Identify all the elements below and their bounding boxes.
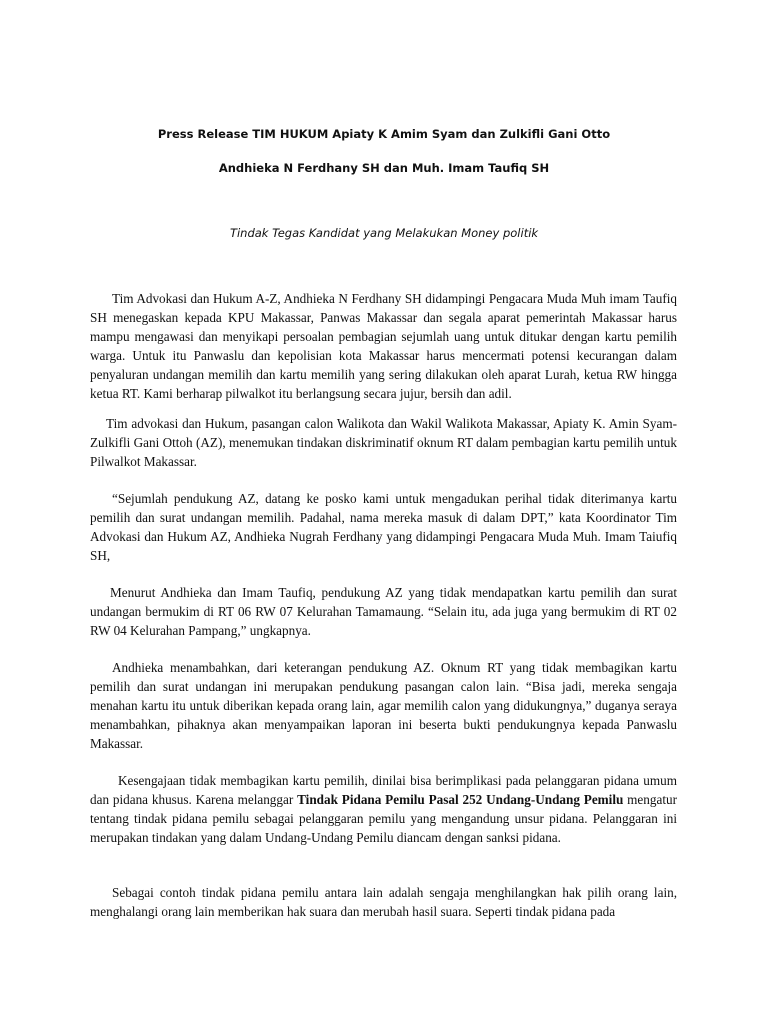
paragraph-7: Sebagai contoh tindak pidana pemilu antara lain adalah sengaja menghilangkan hak pilih orang lain, menghalangi orang lain memberikan hak suara dan merubah hasil suara. Seperti tindak pidana pada [90, 885, 677, 919]
paragraph-3: “Sejumlah pendukung AZ, datang ke posko kami untuk mengadukan perihal tidak diterimanya kartu pemilih dan surat undangan memilih. Padahal, nama mereka masuk di dalam DPT,” kata Koordinator Tim Advokasi dan Hukum AZ, Andhieka Nugrah Ferdhany yang didampingi Pengacara Muda Muh. Imam Taiufiq SH, [90, 491, 677, 563]
paragraph-5: Andhieka menambahkan, dari keterangan pendukung AZ. Oknum RT yang tidak membagikan kartu pemilih dan surat undangan ini merupakan pendukung pasangan calon lain. “Bisa jadi, mereka sengaja menahan kartu itu untuk diberikan kepada orang lain, agar memilih calon yang didukungnya,” duganya seraya menambahkan, pihaknya akan menyampaikan laporan ini beserta bukti pendukungnya kepada Panwaslu Makassar. [90, 660, 677, 751]
document-subtitle: Tindak Tegas Kandidat yang Melakukan Money politik [229, 226, 539, 240]
document-title-line-1: Press Release TIM HUKUM Apiaty K Amim Syam dan Zulkifli Gani Otto [157, 127, 611, 141]
paragraph-6-text-before: Kesengajaan tidak membagikan kartu pemilih, dinilai bisa berimplikasi pada pelanggaran pidana umum dan pidana khusus. Karena melanggar [90, 773, 677, 807]
paragraph-2: Tim advokasi dan Hukum, pasangan calon Walikota dan Wakil Walikota Makassar, Apiaty K. Amin Syam-Zulkifli Gani Ottoh (AZ), menemukan tindakan diskriminatif oknum RT dalam pembagian kartu pemilih untuk Pilwalkot Makassar. [90, 416, 677, 469]
paragraph-6-bold-law-reference: Tindak Pidana Pemilu Pasal 252 Undang-Undang Pemilu [297, 792, 624, 807]
paragraph-4: Menurut Andhieka dan Imam Taufiq, pendukung AZ yang tidak mendapatkan kartu pemilih dan surat undangan bermukim di RT 06 RW 07 Kelurahan Tamamaung. “Selain itu, ada juga yang bermukim di RT 02 RW 04 Kelurahan Pampang,” ungkapnya. [90, 585, 677, 638]
paragraph-1: Tim Advokasi dan Hukum A-Z, Andhieka N Ferdhany SH didampingi Pengacara Muda Muh imam Taufiq SH menegaskan kepada KPU Makassar, Panwas Makassar dan segala aparat pemerintah Makassar harus mampu mengawasi dan menyikapi persoalan pembagian sejumlah uang untuk ditukar dengan kartu pemilih warga. Untuk itu Panwaslu dan kepolisian kota Makassar harus mencermati potensi kecurangan dalam penyaluran undangan memilih dan kartu memilih yang sering dilakukan oleh aparat Lurah, ketua RW hingga ketua RT. Kami berharap pilwalkot itu berlangsung secara jujur, bersih dan adil. [90, 291, 677, 401]
paragraph-6-text-after: mengatur tentang tindak pidana pemilu sebagai pelanggaran pemilu yang mengandung unsur pidana. Pelanggaran ini merupakan tindakan yang dalam Undang-Undang Pemilu diancam dengan sanksi pidana. [90, 792, 677, 845]
document-title-line-2: Andhieka N Ferdhany SH dan Muh. Imam Taufiq SH [218, 161, 550, 175]
paragraph-6 [90, 771, 677, 847]
